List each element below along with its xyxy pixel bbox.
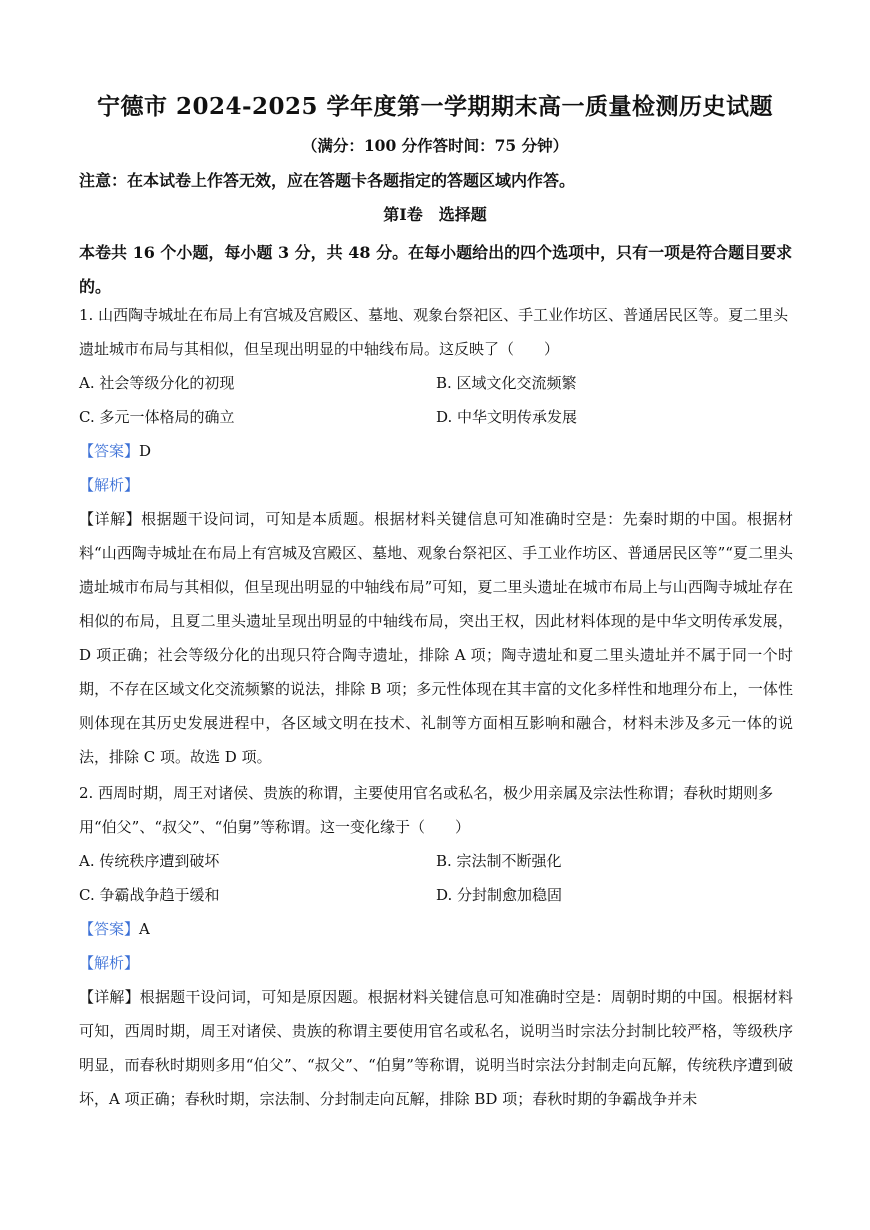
answer-tag: 【答案】 bbox=[79, 442, 140, 460]
section-intro: 本卷共 16 个小题，每小题 3 分，共 48 分。在每小题给出的四个选项中，只有一项是符合题目要求的。 bbox=[79, 243, 793, 296]
analysis-line bbox=[79, 946, 793, 980]
detail-text: 根据题干设问词，可知是本质题。根据材料关键信息可知准确时空是：先秦时期的中国。根据材料“山西陶寺城址在布局上有宫城及宫殿区、墓地、观象台祭祀区、手工业作坊区、普通居民区等”“夏二里头遗址城市布局与其相似，但呈现出明显的中轴线布局”可知，夏二里头遗址在城市布局上与山西陶寺城址存在相似的布局，且夏二里头遗址呈现出明显的中轴线布局，突出王权，因此材料体现的是中华文明传承发展，D 项正确；社会等级分化的出现只符合陶寺遗址，排除 A 项；陶寺遗址和夏二里头遗址并不属于同一个时期，不存在区域文化交流频繁的说法，排除 B 项；多元性体现在其丰富的文化多样性和地理分布上，一体性则体现在其历史发展进程中，各区域文明在技术、礼制等方面相互影响和融合，材料未涉及多元一体的说法，排除 C 项。故选 D 项。 bbox=[79, 510, 793, 766]
exam-notice: 注意：在本试卷上作答无效，应在答题卡各题指定的答题区域内作答。 bbox=[79, 171, 576, 190]
analysis-line bbox=[79, 468, 793, 502]
detail-paragraph bbox=[79, 980, 793, 1116]
answer-value: D bbox=[139, 442, 152, 460]
answer-tag: 【答案】 bbox=[79, 920, 140, 938]
option-c: C. 争霸战争趋于缓和 bbox=[79, 886, 220, 904]
question-2 bbox=[79, 776, 793, 1116]
exam-subtitle: （满分：100 分作答时间：75 分钟） bbox=[301, 136, 569, 155]
exam-title: 宁德市 2024-2025 学年度第一学期期末高一质量检测历史试题 bbox=[96, 93, 774, 120]
option-a: A. 传统秩序遭到破坏 bbox=[79, 852, 220, 870]
question-stem: 1. 山西陶寺城址在布局上有宫城及宫殿区、墓地、观象台祭祀区、手工业作坊区、普通居民区等。夏二里头遗址城市布局与其相似，但呈现出明显的中轴线布局。这反映了（ ） bbox=[79, 306, 789, 358]
detail-tag: 【详解】 bbox=[79, 988, 140, 1006]
option-b: B. 区域文化交流频繁 bbox=[436, 374, 577, 392]
answer-value: A bbox=[139, 920, 150, 938]
analysis-tag: 【解析】 bbox=[79, 476, 140, 494]
options bbox=[79, 844, 793, 912]
option-a: A. 社会等级分化的初现 bbox=[79, 374, 235, 392]
option-b: B. 宗法制不断强化 bbox=[436, 852, 562, 870]
detail-text: 根据题干设问词，可知是原因题。根据材料关键信息可知准确时空是：周朝时期的中国。根据材料可知，西周时期，周王对诸侯、贵族的称谓主要使用官名或私名，说明当时宗法分封制比较严格，等级秩序明显，而春秋时期则多用“伯父”、“叔父”、“伯舅”等称谓，说明当时宗法分封制走向瓦解，传统秩序遭到破坏，A 项正确；春秋时期，宗法制、分封制走向瓦解，排除 BD 项；春秋时期的争霸战争并未 bbox=[79, 988, 793, 1108]
answer-line bbox=[79, 912, 793, 946]
question-stem: 2. 西周时期，周王对诸侯、贵族的称谓，主要使用官名或私名，极少用亲属及宗法性称谓；春秋时期则多用“伯父”、“叔父”、“伯舅”等称谓。这一变化缘于（ ） bbox=[79, 784, 774, 836]
section-heading: 第Ⅰ卷 选择题 bbox=[383, 205, 487, 224]
analysis-tag: 【解析】 bbox=[79, 954, 140, 972]
detail-paragraph bbox=[79, 502, 793, 774]
detail-tag: 【详解】 bbox=[79, 510, 142, 528]
options bbox=[79, 366, 793, 434]
option-c: C. 多元一体格局的确立 bbox=[79, 408, 235, 426]
option-d: D. 分封制愈加稳固 bbox=[436, 886, 563, 904]
question-1 bbox=[79, 298, 793, 774]
answer-line bbox=[79, 434, 793, 468]
option-d: D. 中华文明传承发展 bbox=[436, 408, 578, 426]
